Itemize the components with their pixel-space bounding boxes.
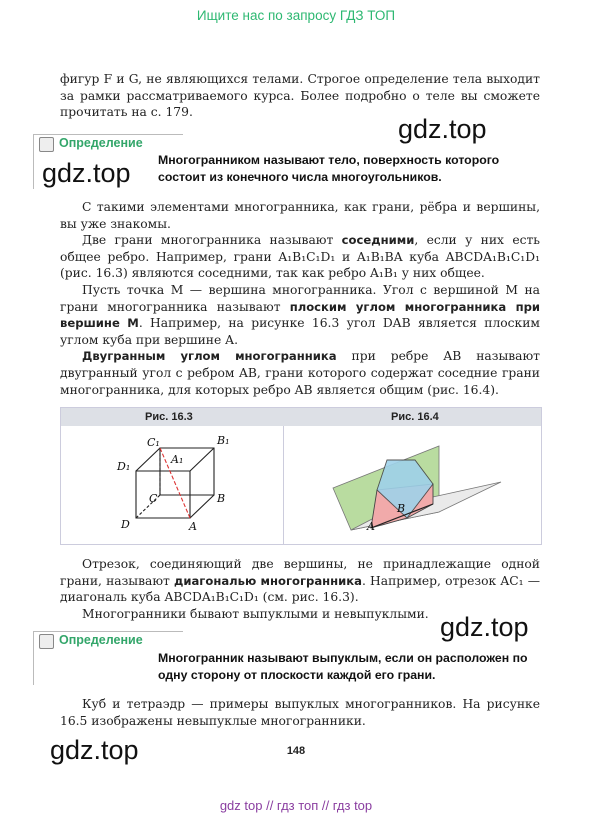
vertex-label: B₁ bbox=[217, 434, 230, 447]
vertex-label: A bbox=[189, 520, 197, 533]
page-header-banner: Ищите нас по запросу ГДЗ ТОП bbox=[196, 8, 396, 23]
definition-text: Многогранником называют тело, поверхность которого состоит из конечного числа многоугольников. bbox=[158, 153, 500, 184]
watermark: gdz.top bbox=[440, 612, 529, 642]
page-number: 148 bbox=[286, 745, 306, 757]
watermark: gdz.top bbox=[42, 158, 131, 188]
vertex-label: B bbox=[217, 492, 226, 505]
paragraph: Две грани многогранника называют соседними, если у них есть общее ребро. Например, грани A₁B₁C₁D₁ и A₁B₁BA куба ABCDA₁B₁C₁D₁ (рис. 16.3) являются соседними, так как ребро A₁B₁ у них общее. bbox=[60, 233, 540, 281]
vertex-label: A bbox=[367, 520, 375, 533]
checkbox-icon bbox=[39, 634, 54, 649]
definition-header bbox=[33, 631, 540, 651]
vertex-label: B bbox=[397, 502, 406, 515]
intro-text: фигур F и G, не являющихся телами. Строгое определение тела выходит за рамки рассматриваемого курса. Более подробно о теле вы сможете прочитать на с. 179. bbox=[60, 72, 540, 120]
definition-label: Определение bbox=[59, 136, 143, 150]
paragraph: Многогранники бывают выпуклыми и невыпуклыми. bbox=[82, 606, 429, 621]
checkbox-icon bbox=[39, 137, 54, 152]
vertex-label: D₁ bbox=[117, 460, 131, 473]
body-text bbox=[60, 199, 540, 398]
definition-label: Определение bbox=[59, 633, 143, 647]
figure-panel bbox=[60, 407, 542, 545]
dihedral-diagram bbox=[333, 446, 501, 530]
vertex-label: C bbox=[149, 492, 158, 505]
figure-caption: Рис. 16.3 bbox=[145, 411, 193, 423]
definition-text: Многогранник называют выпуклым, если он расположен по одну сторону от плоскости каждой его грани. bbox=[158, 651, 528, 682]
paragraph: С такими элементами многогранника, как грани, рёбра и вершины, вы уже знакомы. bbox=[60, 200, 540, 231]
body-text bbox=[60, 696, 540, 729]
watermark: gdz.top bbox=[398, 114, 487, 144]
definition-header bbox=[33, 134, 540, 154]
figure-caption: Рис. 16.4 bbox=[391, 411, 439, 423]
paragraph: Отрезок, соединяющий две вершины, не принадлежащие одной грани, называют диагональю многогранника. Например, отрезок AC₁ — диагональ куба ABCDA₁B₁C₁D₁ (см. рис. 16.3). bbox=[60, 557, 540, 605]
watermark: gdz.top bbox=[50, 735, 139, 765]
figure-drawings bbox=[61, 408, 541, 544]
paragraph: Пусть точка M — вершина многогранника. Угол с вершиной M на грани многогранника называют плоским углом многогранника при вершине M. Например, на рисунке 16.3 угол DAB является плоским углом куба при вершине A. bbox=[60, 282, 541, 347]
paragraph: Двугранным углом многогранника при ребре AB называют двугранный угол с ребром AB, грани которого содержат соседние грани многогранника, для которых ребро AB является общим (рис. 16.4). bbox=[60, 349, 540, 397]
vertex-label: A₁ bbox=[171, 453, 184, 466]
page-footer-banner: gdz top // гдз топ // гдз top bbox=[219, 798, 373, 813]
paragraph: Куб и тетраэдр — примеры выпуклых многогранников. На рисунке 16.5 изображены невыпуклые многогранники. bbox=[60, 697, 540, 728]
vertex-label: D bbox=[121, 518, 130, 531]
vertex-label: C₁ bbox=[147, 436, 160, 449]
